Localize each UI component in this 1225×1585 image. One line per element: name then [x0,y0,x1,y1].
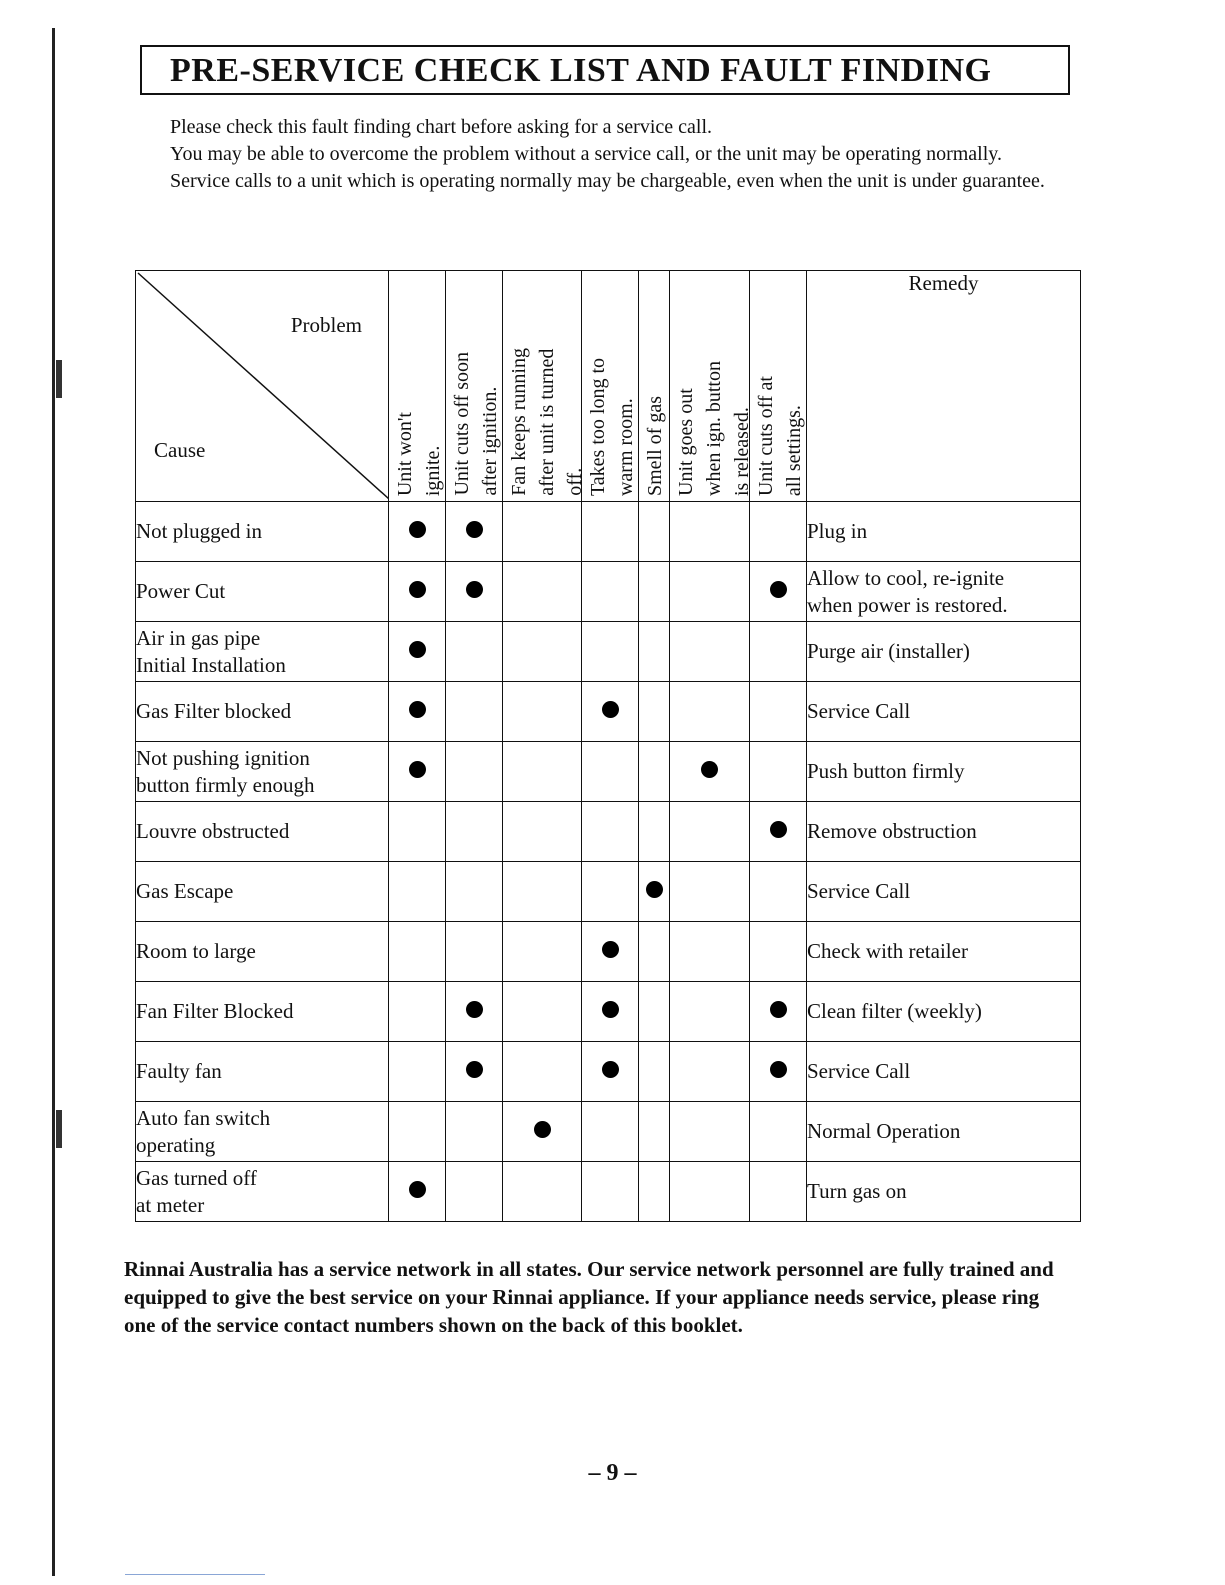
mark-cell [750,1162,807,1222]
mark-cell [389,1042,446,1102]
table-row [136,982,1081,1042]
bullet-dot-icon [409,761,426,778]
mark-cell [446,1162,503,1222]
mark-cell [670,682,750,742]
mark-cell [639,562,670,622]
bullet-dot-icon [602,1061,619,1078]
mark-cell [670,982,750,1042]
mark-cell [639,862,670,922]
table-row [136,682,1081,742]
table-row [136,742,1081,802]
mark-cell [670,1162,750,1222]
mark-cell [750,502,807,562]
corner-diagonal [136,271,389,501]
table-row [136,1102,1081,1162]
mark-cell [389,622,446,682]
mark-cell [503,1042,582,1102]
mark-cell [670,922,750,982]
mark-cell [639,922,670,982]
mark-cell [639,622,670,682]
intro-line: Please check this fault finding chart before asking for a service call. [170,116,713,138]
mark-cell [446,982,503,1042]
mark-cell [582,1102,639,1162]
mark-cell [670,502,750,562]
fault-finding-table [135,270,1081,1222]
mark-cell [446,1102,503,1162]
problem-header [639,271,670,502]
binding-mark [56,1110,62,1148]
mark-cell [582,1042,639,1102]
cause-cell: Gas turned off at meter [136,1162,389,1222]
mark-cell [670,622,750,682]
mark-cell [503,742,582,802]
remedy-cell: Service Call [807,682,1081,742]
corner-cause-label: Cause [154,438,206,462]
mark-cell [503,502,582,562]
remedy-cell: Service Call [807,862,1081,922]
remedy-cell: Normal Operation [807,1102,1081,1162]
bullet-dot-icon [409,641,426,658]
mark-cell [389,502,446,562]
intro-line: Service calls to a unit which is operating normally may be chargeable, even when the unit is under guarantee. [170,170,1045,192]
mark-cell [446,922,503,982]
problem-header [670,271,753,502]
cause-cell: Faulty fan [136,1042,389,1102]
mark-cell [582,1162,639,1222]
problem-label: Takes too long to warm room. [587,357,637,496]
mark-cell [503,682,582,742]
cause-cell: Room to large [136,922,389,982]
mark-cell [750,742,807,802]
mark-cell [582,862,639,922]
corner-header [136,271,389,502]
mark-cell [750,1042,807,1102]
bullet-dot-icon [534,1121,551,1138]
cause-cell: Gas Filter blocked [136,682,389,742]
mark-cell [670,1102,750,1162]
bullet-dot-icon [602,701,619,718]
mark-cell [750,682,807,742]
mark-cell [503,622,582,682]
mark-cell [503,862,582,922]
remedy-cell: Remove obstruction [807,802,1081,862]
mark-cell [639,1042,670,1102]
mark-cell [639,682,670,742]
mark-cell [446,622,503,682]
problem-header [750,271,807,502]
mark-cell [582,802,639,862]
mark-cell [446,502,503,562]
mark-cell [750,1102,807,1162]
mark-cell [670,862,750,922]
page-number: – 9 – [588,1460,637,1486]
mark-cell [389,1162,446,1222]
problem-header [582,271,639,502]
mark-cell [750,922,807,982]
remedy-header: Remedy [807,271,1081,502]
bullet-dot-icon [770,1061,787,1078]
table-row [136,562,1081,622]
binding-edge [52,28,55,1576]
mark-cell [446,802,503,862]
bottom-rule [125,1574,265,1575]
mark-cell [639,1102,670,1162]
bullet-dot-icon [409,701,426,718]
mark-cell [582,622,639,682]
corner-problem-label: Problem [290,313,362,337]
mark-cell [750,862,807,922]
table-row [136,862,1081,922]
mark-cell [446,682,503,742]
mark-cell [582,562,639,622]
problem-header [389,271,446,502]
mark-cell [582,922,639,982]
bullet-dot-icon [602,941,619,958]
mark-cell [503,982,582,1042]
mark-cell [750,802,807,862]
table-row [136,502,1081,562]
mark-cell [582,502,639,562]
problem-header [446,271,503,502]
mark-cell [582,742,639,802]
binding-mark [56,360,62,398]
bullet-dot-icon [646,881,663,898]
problem-header [503,271,586,502]
bullet-dot-icon [770,821,787,838]
problem-label: Unit cuts off soon after ignition. [451,352,501,496]
fault-rows [136,502,1081,1222]
problem-label: Unit cuts off at all settings. [755,375,805,496]
mark-cell [389,682,446,742]
cause-cell: Not plugged in [136,502,389,562]
problem-label: Smell of gas [644,396,666,496]
mark-cell [639,742,670,802]
mark-cell [389,982,446,1042]
table-row [136,922,1081,982]
mark-cell [389,922,446,982]
bullet-dot-icon [466,1001,483,1018]
cause-cell: Air in gas pipe Initial Installation [136,622,389,682]
mark-cell [670,742,750,802]
mark-cell [503,562,582,622]
mark-cell [582,682,639,742]
cause-cell: Power Cut [136,562,389,622]
remedy-cell: Push button firmly [807,742,1081,802]
mark-cell [503,1162,582,1222]
mark-cell [670,562,750,622]
bullet-dot-icon [409,581,426,598]
remedy-cell: Purge air (installer) [807,622,1081,682]
mark-cell [446,562,503,622]
mark-cell [389,562,446,622]
cause-cell: Gas Escape [136,862,389,922]
remedy-cell: Service Call [807,1042,1081,1102]
mark-cell [446,742,503,802]
mark-cell [446,1042,503,1102]
mark-cell [503,922,582,982]
cause-cell: Auto fan switch operating [136,1102,389,1162]
mark-cell [750,562,807,622]
mark-cell [750,622,807,682]
mark-cell [750,982,807,1042]
mark-cell [639,1162,670,1222]
intro-line: You may be able to overcome the problem without a service call, or the unit may be operating normally. [170,143,1002,165]
mark-cell [446,862,503,922]
cause-cell: Fan Filter Blocked [136,982,389,1042]
mark-cell [582,982,639,1042]
intro-text [170,114,1080,195]
bullet-dot-icon [770,581,787,598]
mark-cell [389,742,446,802]
service-network-note: Rinnai Australia has a service network in all states. Our service network personnel are fully trained and equipped to give the best service on your Rinnai appliance. If your appliance needs service, please ring one of the service contact numbers shown on the back of this booklet. [124,1257,1054,1337]
bullet-dot-icon [466,581,483,598]
remedy-cell: Check with retailer [807,922,1081,982]
cause-cell: Louvre obstructed [136,802,389,862]
mark-cell [639,502,670,562]
table-row [136,802,1081,862]
bullet-dot-icon [409,521,426,538]
mark-cell [389,862,446,922]
mark-cell [389,1102,446,1162]
mark-cell [639,802,670,862]
table-row [136,1042,1081,1102]
table-row [136,622,1081,682]
problem-label: Unit goes out when ign. button is released. [675,361,753,496]
mark-cell [639,982,670,1042]
remedy-cell: Allow to cool, re-ignite when power is restored. [807,562,1081,622]
bullet-dot-icon [466,1061,483,1078]
problem-label: Fan keeps running after unit is turned off. [508,348,586,496]
remedy-cell: Clean filter (weekly) [807,982,1081,1042]
mark-cell [503,802,582,862]
cause-cell: Not pushing ignition button firmly enough [136,742,389,802]
mark-cell [389,802,446,862]
bullet-dot-icon [409,1181,426,1198]
bullet-dot-icon [466,521,483,538]
mark-cell [503,1102,582,1162]
mark-cell [670,1042,750,1102]
table-row [136,1162,1081,1222]
bullet-dot-icon [701,761,718,778]
remedy-cell: Plug in [807,502,1081,562]
bullet-dot-icon [770,1001,787,1018]
bullet-dot-icon [602,1001,619,1018]
mark-cell [670,802,750,862]
page-title: PRE-SERVICE CHECK LIST AND FAULT FINDING [140,45,1070,95]
problem-label: Unit won't ignite. [394,411,444,496]
remedy-cell: Turn gas on [807,1162,1081,1222]
